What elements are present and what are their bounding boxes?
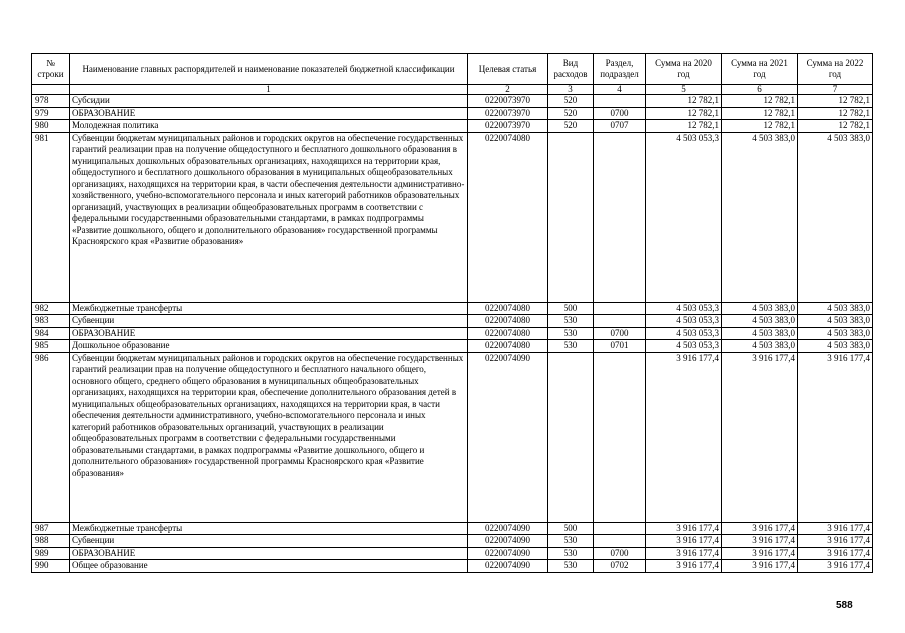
table-row xyxy=(32,315,873,328)
header-row-no: № строки xyxy=(32,54,70,85)
row-sum-2021: 3 916 177,4 xyxy=(722,352,798,522)
column-number: 4 xyxy=(594,85,646,95)
row-section: 0700 xyxy=(594,327,646,340)
row-sum-2022: 4 503 383,0 xyxy=(798,315,873,328)
row-number: 983 xyxy=(32,315,70,328)
row-sum-2021: 4 503 383,0 xyxy=(722,132,798,302)
row-number: 981 xyxy=(32,132,70,302)
row-sum-2020: 4 503 053,3 xyxy=(646,315,722,328)
row-name: Субвенции xyxy=(70,535,468,548)
row-number: 988 xyxy=(32,535,70,548)
row-number: 985 xyxy=(32,340,70,353)
row-sum-2021: 3 916 177,4 xyxy=(722,522,798,535)
row-sum-2020: 3 916 177,4 xyxy=(646,547,722,560)
column-number xyxy=(32,85,70,95)
table-row xyxy=(32,95,873,108)
row-sum-2022: 4 503 383,0 xyxy=(798,132,873,302)
row-sum-2021: 12 782,1 xyxy=(722,107,798,120)
table-row xyxy=(32,327,873,340)
row-section: 0700 xyxy=(594,107,646,120)
row-sum-2021: 12 782,1 xyxy=(722,95,798,108)
row-name: Субвенции бюджетам муниципальных районов и городских округов на обеспечение государственных гарантий реализации прав на получение общедоступного и бесплатного начального общего, основного общего, среднего общего образования в муниципальных общеобразовательных организациях, находящихся на территории края, обеспечение дополнительного образования детей в муниципальных общеобразовательных организациях, находящихся на территории края, в части обеспечения деятельности административного, учебно-вспомогательного персонала и иных категорий работников образовательных организаций, участвующих в реализации общеобразовательных программ в соответствии с федеральными государственными образовательными стандартами, в рамках подпрограммы «Развитие дошкольного, общего и дополнительного образования» государственной программы Красноярского края «Развитие образования» xyxy=(70,352,468,522)
header-row xyxy=(32,54,873,85)
table-row xyxy=(32,352,873,522)
row-sum-2022: 3 916 177,4 xyxy=(798,352,873,522)
row-sum-2020: 12 782,1 xyxy=(646,107,722,120)
row-target: 0220074090 xyxy=(468,535,548,548)
row-sum-2020: 4 503 053,3 xyxy=(646,340,722,353)
row-expense-type: 530 xyxy=(548,535,594,548)
table-row xyxy=(32,522,873,535)
table-row xyxy=(32,302,873,315)
row-name: Субсидии xyxy=(70,95,468,108)
row-sum-2021: 4 503 383,0 xyxy=(722,315,798,328)
row-sum-2022: 12 782,1 xyxy=(798,120,873,133)
row-sum-2022: 4 503 383,0 xyxy=(798,327,873,340)
budget-table-wrapper xyxy=(31,53,873,573)
row-section xyxy=(594,132,646,302)
table-row xyxy=(32,560,873,573)
header-sum-2020: Сумма на 2020 год xyxy=(646,54,722,85)
header-name: Наименование главных распорядителей и наименование показателей бюджетной классификации xyxy=(70,54,468,85)
row-number: 982 xyxy=(32,302,70,315)
table-row xyxy=(32,120,873,133)
row-sum-2020: 4 503 053,3 xyxy=(646,302,722,315)
row-number: 986 xyxy=(32,352,70,522)
row-section xyxy=(594,522,646,535)
row-section xyxy=(594,352,646,522)
page-number: 588 xyxy=(836,600,853,611)
row-sum-2020: 3 916 177,4 xyxy=(646,535,722,548)
row-target: 0220074080 xyxy=(468,132,548,302)
row-name: Молодежная политика xyxy=(70,120,468,133)
row-number: 978 xyxy=(32,95,70,108)
row-target: 0220073970 xyxy=(468,120,548,133)
column-number: 3 xyxy=(548,85,594,95)
row-sum-2022: 4 503 383,0 xyxy=(798,302,873,315)
row-name: Межбюджетные трансферты xyxy=(70,302,468,315)
row-sum-2022: 12 782,1 xyxy=(798,107,873,120)
row-section xyxy=(594,535,646,548)
header-expense-type: Вид расходов xyxy=(548,54,594,85)
row-name: Дошкольное образование xyxy=(70,340,468,353)
row-target: 0220074080 xyxy=(468,340,548,353)
row-section: 0707 xyxy=(594,120,646,133)
table-row xyxy=(32,340,873,353)
row-target: 0220074090 xyxy=(468,352,548,522)
row-sum-2021: 4 503 383,0 xyxy=(722,327,798,340)
row-sum-2022: 3 916 177,4 xyxy=(798,522,873,535)
header-target: Целевая статья xyxy=(468,54,548,85)
row-number: 987 xyxy=(32,522,70,535)
row-expense-type: 530 xyxy=(548,327,594,340)
column-number: 6 xyxy=(722,85,798,95)
row-section: 0701 xyxy=(594,340,646,353)
header-sum-2021: Сумма на 2021 год xyxy=(722,54,798,85)
table-row xyxy=(32,535,873,548)
row-expense-type xyxy=(548,352,594,522)
row-expense-type: 530 xyxy=(548,315,594,328)
row-section: 0700 xyxy=(594,547,646,560)
row-target: 0220074090 xyxy=(468,560,548,573)
header-sum-2022: Сумма на 2022 год xyxy=(798,54,873,85)
row-name: Субвенции xyxy=(70,315,468,328)
row-number: 984 xyxy=(32,327,70,340)
row-sum-2022: 12 782,1 xyxy=(798,95,873,108)
column-number: 2 xyxy=(468,85,548,95)
row-sum-2021: 12 782,1 xyxy=(722,120,798,133)
row-sum-2020: 3 916 177,4 xyxy=(646,560,722,573)
row-sum-2020: 4 503 053,3 xyxy=(646,132,722,302)
row-sum-2021: 4 503 383,0 xyxy=(722,302,798,315)
row-name: ОБРАЗОВАНИЕ xyxy=(70,547,468,560)
row-number: 990 xyxy=(32,560,70,573)
row-target: 0220073970 xyxy=(468,107,548,120)
column-number: 7 xyxy=(798,85,873,95)
table-row xyxy=(32,547,873,560)
row-sum-2021: 3 916 177,4 xyxy=(722,535,798,548)
row-name: Межбюджетные трансферты xyxy=(70,522,468,535)
row-number: 980 xyxy=(32,120,70,133)
row-number: 979 xyxy=(32,107,70,120)
row-section xyxy=(594,315,646,328)
row-section xyxy=(594,302,646,315)
row-expense-type xyxy=(548,132,594,302)
row-expense-type: 530 xyxy=(548,560,594,573)
table-row xyxy=(32,132,873,302)
row-target: 0220073970 xyxy=(468,95,548,108)
row-sum-2020: 12 782,1 xyxy=(646,95,722,108)
row-sum-2020: 12 782,1 xyxy=(646,120,722,133)
row-sum-2022: 3 916 177,4 xyxy=(798,547,873,560)
table-row xyxy=(32,107,873,120)
row-name: Общее образование xyxy=(70,560,468,573)
row-target: 0220074080 xyxy=(468,315,548,328)
row-number: 989 xyxy=(32,547,70,560)
column-number-row xyxy=(32,85,873,95)
row-expense-type: 500 xyxy=(548,302,594,315)
column-number: 5 xyxy=(646,85,722,95)
row-sum-2020: 4 503 053,3 xyxy=(646,327,722,340)
row-name: ОБРАЗОВАНИЕ xyxy=(70,327,468,340)
row-target: 0220074080 xyxy=(468,302,548,315)
table-body xyxy=(32,95,873,573)
row-name: ОБРАЗОВАНИЕ xyxy=(70,107,468,120)
row-sum-2021: 3 916 177,4 xyxy=(722,560,798,573)
row-sum-2022: 4 503 383,0 xyxy=(798,340,873,353)
row-target: 0220074080 xyxy=(468,327,548,340)
row-expense-type: 520 xyxy=(548,107,594,120)
row-section xyxy=(594,95,646,108)
budget-table xyxy=(31,53,873,573)
row-section: 0702 xyxy=(594,560,646,573)
row-name: Субвенции бюджетам муниципальных районов и городских округов на обеспечение государственных гарантий реализации прав на получение общедоступного и бесплатного дошкольного образования в муниципальных дошкольных образовательных организациях, находящихся на территории края, общедоступного и бесплатного дошкольного образования в муниципальных общеобразовательных организациях, находящихся на территории края, в части обеспечения деятельности административно-хозяйственного, учебно-вспомогательного персонала и иных категорий работников образовательных организаций, участвующих в реализации общеобразовательных программ в соответствии с федеральными государственными образовательными стандартами, в рамках подпрограммы «Развитие дошкольного, общего и дополнительного образования» государственной программы Красноярского края «Развитие образования» xyxy=(70,132,468,302)
header-section: Раздел, подраздел xyxy=(594,54,646,85)
row-sum-2020: 3 916 177,4 xyxy=(646,352,722,522)
column-number: 1 xyxy=(70,85,468,95)
row-target: 0220074090 xyxy=(468,522,548,535)
row-expense-type: 530 xyxy=(548,547,594,560)
row-expense-type: 500 xyxy=(548,522,594,535)
row-sum-2021: 4 503 383,0 xyxy=(722,340,798,353)
row-expense-type: 520 xyxy=(548,120,594,133)
row-sum-2022: 3 916 177,4 xyxy=(798,535,873,548)
row-sum-2021: 3 916 177,4 xyxy=(722,547,798,560)
row-target: 0220074090 xyxy=(468,547,548,560)
row-expense-type: 530 xyxy=(548,340,594,353)
row-expense-type: 520 xyxy=(548,95,594,108)
row-sum-2020: 3 916 177,4 xyxy=(646,522,722,535)
row-sum-2022: 3 916 177,4 xyxy=(798,560,873,573)
